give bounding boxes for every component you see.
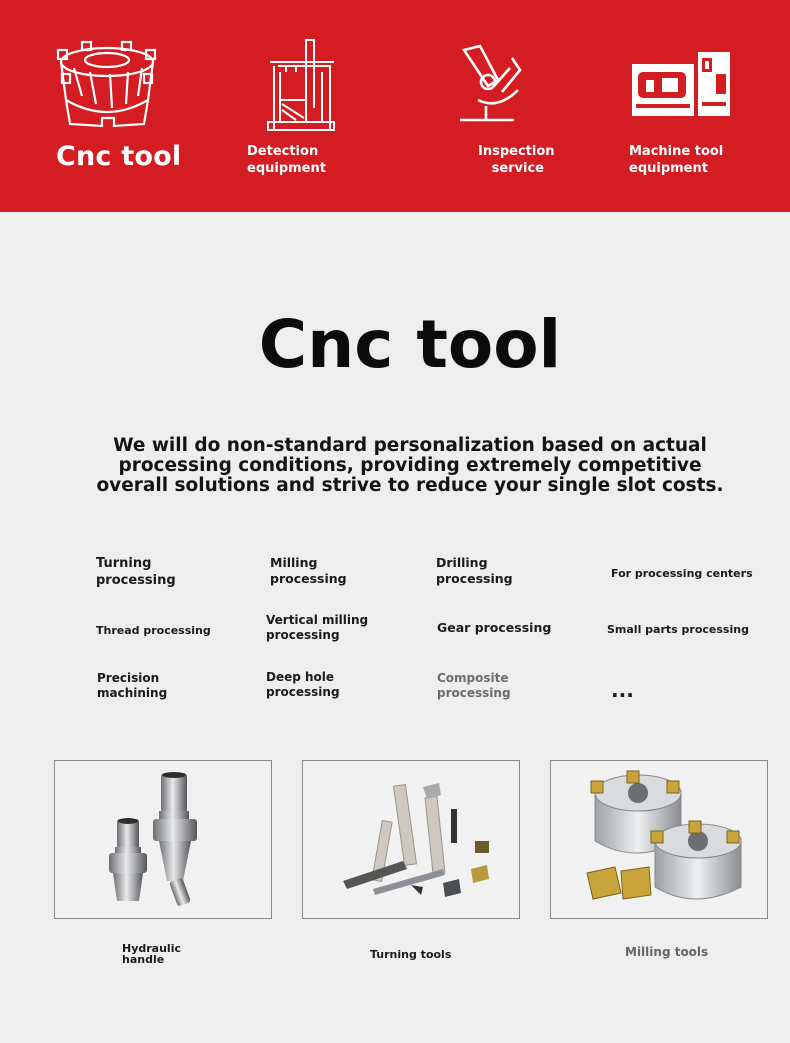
- milling-tools-picture: [551, 761, 768, 919]
- turning-tools-picture: [303, 761, 520, 919]
- product-image-milling-tools[interactable]: [550, 760, 768, 919]
- caption-hydraulic-handle: Hydraulic handle: [122, 942, 181, 966]
- category-label-detection[interactable]: Detection equipment: [247, 144, 326, 176]
- process-drilling: Drilling processing: [436, 555, 513, 586]
- process-composite: Composite processing: [437, 671, 511, 700]
- process-more: ...: [611, 678, 634, 702]
- category-label-machine-tool[interactable]: Machine tool equipment: [629, 144, 724, 176]
- process-milling: Milling processing: [270, 555, 347, 586]
- top-banner: [0, 0, 790, 212]
- process-small-parts: Small parts processing: [607, 623, 749, 636]
- caption-turning-tools: Turning tools: [370, 948, 452, 961]
- category-label-inspection[interactable]: Inspection service: [478, 144, 555, 176]
- measuring-machine-icon: [266, 38, 336, 134]
- process-turning: Turning processing: [96, 556, 176, 588]
- microscope-icon: [458, 44, 528, 124]
- product-image-hydraulic-handle[interactable]: [54, 760, 272, 919]
- face-mill-cutter-icon: [52, 38, 162, 133]
- process-gear: Gear processing: [437, 620, 552, 635]
- cnc-machine-icon: [632, 52, 732, 122]
- hydraulic-handle-picture: [55, 761, 272, 919]
- page-subtitle: We will do non-standard personalization based on actual processing conditions, providing extremely competitive overall solutions and strive to reduce your single slot costs.: [96, 435, 724, 496]
- process-deep-hole: Deep hole processing: [266, 670, 340, 699]
- process-vertical-milling: Vertical milling processing: [266, 613, 369, 642]
- page-title: Cnc tool: [258, 306, 562, 383]
- process-precision: Precision machining: [97, 671, 168, 700]
- process-processing-centers: For processing centers: [611, 567, 753, 580]
- product-image-turning-tools[interactable]: [302, 760, 520, 919]
- brand-title: Cnc tool: [56, 141, 182, 172]
- process-thread: Thread processing: [96, 624, 211, 637]
- caption-milling-tools: Milling tools: [625, 945, 709, 959]
